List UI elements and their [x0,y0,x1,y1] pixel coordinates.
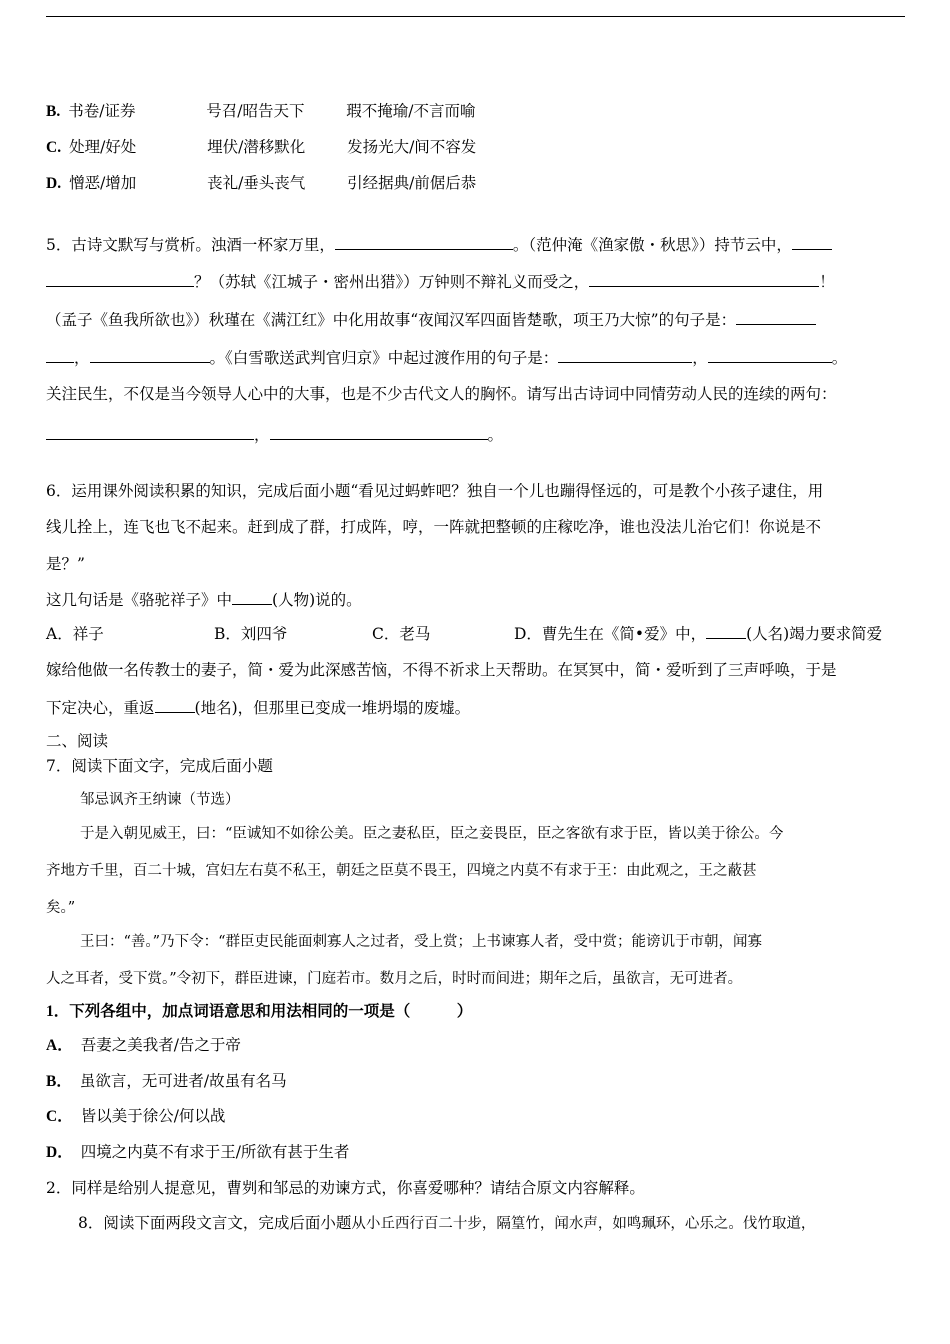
passage-line-1: 于是入朝见威王，曰：“臣诚知不如徐公美。臣之妻私臣，臣之妾畏臣，臣之客欲有求于臣，皆以美于徐公。今 [80,826,784,842]
answer-blank[interactable] [90,347,210,363]
sq1-option-a[interactable]: A． 吾妻之美我者/告之于帝 [46,1036,241,1054]
passage-title: 邹忌讽齐王纳谏（节选） [80,792,240,808]
passage-line-3: 矣。” [46,900,76,916]
q7-title: 7．阅读下面文字，完成后面小题 [46,757,273,775]
passage-line-5: 人之耳者，受下赏。”令初下，群臣进谏，门庭若市。数月之后，时时而间进；期年之后，虽欲言，无可进者。 [46,971,743,987]
subquestion-2: 2．同样是给别人提意见，曹刿和邹忌的劝谏方式，你喜爱哪种？请结合原文内容解释。 [46,1179,645,1197]
q5-line-6: ， 。 [46,424,503,445]
answer-blank[interactable] [736,309,816,325]
passage-line-2: 齐地方千里，百二十城，宫妇左右莫不私王，朝廷之臣莫不畏王，四境之内莫不有求于王：由此观之，王之蔽甚 [46,863,757,879]
sq1-option-c[interactable]: C． 皆以美于徐公/何以战 [46,1107,226,1125]
q6-option-b[interactable]: B．刘四爷 [214,625,288,643]
answer-blank[interactable] [46,424,254,440]
q6-option-d[interactable]: D．曹先生在《简•爱》中， (人名)竭力要求简爱 [514,625,883,643]
answer-blank[interactable] [270,424,488,440]
sq1-option-d[interactable]: D． 四境之内莫不有求于王/所欲有甚于生者 [46,1143,350,1161]
subquestion-1: 1．下列各组中，加点词语意思和用法相同的一项是（ ） [46,1003,473,1020]
q5-line-1: 5．古诗文默写与赏析。浊酒一杯家万里， 。（范仲淹《渔家傲・秋思》）持节云中， [46,234,832,255]
q6-line-3: 是？” [46,555,85,573]
answer-blank[interactable] [708,347,832,363]
q6-line-4: 这几句话是《骆驼祥子》中 (人物)说的。 [46,591,362,609]
q5-line-4: ， 。《白雪歌送武判官归京》中起过渡作用的句子是： ， 。 [46,347,847,368]
passage-line-4: 王曰：“善。”乃下令：“群臣吏民能面刺寡人之过者，受上赏；上书谏寡人者，受中赏；能谤讥于市朝，闻寡 [80,934,762,950]
section-heading: 二、阅读 [46,732,109,750]
answer-blank[interactable] [558,347,692,363]
answer-blank[interactable] [232,589,272,605]
header-rule [46,16,905,17]
q5-line-3: （孟子《鱼我所欲也》）秋瑾在《满江红》中化用故事“夜闻汉军四面皆楚歌，项王乃大惊”的句子是： [46,309,816,330]
q8-lead: 8．阅读下面两段文言文，完成后面小题从小丘西行百二十步，隔篁竹，闻水声，如鸣珮环，心乐之。伐竹取道， [78,1214,816,1232]
q5-line-2: ？（苏轼《江城子・密州出猎》）万钟则不辩礼义而受之， ！ [46,271,835,292]
answer-blank[interactable] [792,234,832,250]
q6-option-a[interactable]: A．祥子 [46,625,104,643]
q6-line-7: 下定决心，重返 (地名)，但那里已变成一堆坍塌的废墟。 [46,699,471,717]
sq1-option-b[interactable]: B． 虽欲言，无可进者/故虽有名马 [46,1072,287,1090]
answer-blank[interactable] [46,347,74,363]
q4-option-d: D. 憎恶/增加 丧礼/垂头丧气 引经据典/前倨后恭 [46,174,477,192]
answer-blank[interactable] [155,697,195,713]
q4-option-c: C. 处理/好处 埋伏/潜移默化 发扬光大/间不容发 [46,138,477,156]
q6-option-c[interactable]: C．老马 [372,625,431,643]
answer-blank[interactable] [589,271,819,287]
q6-options [46,623,882,644]
answer-blank[interactable] [46,271,194,287]
q4-option-b: B. 书卷/证券 号召/昭告天下 瑕不掩瑜/不言而喻 [46,102,476,120]
q5-line-5: 关注民生，不仅是当今领导人心中的大事，也是不少古代文人的胸怀。请写出古诗词中同情劳动人民的连续的两句： [46,385,837,403]
q6-line-2: 线儿拴上，连飞也飞不起来。赶到成了群，打成阵，哼，一阵就把整顿的庄稼吃净，谁也没法儿治它们！你说是不 [46,518,822,536]
q6-line-1: 6．运用课外阅读积累的知识，完成后面小题“看见过蚂蚱吧？独自一个儿也蹦得怪远的，可是教个小孩子逮住，用 [46,482,824,500]
answer-blank[interactable] [706,623,746,639]
q6-line-6: 嫁给他做一名传教士的妻子，简・爱为此深感苦恼，不得不祈求上天帮助。在冥冥中，简・爱听到了三声呼唤，于是 [46,661,837,679]
answer-blank[interactable] [335,234,513,250]
